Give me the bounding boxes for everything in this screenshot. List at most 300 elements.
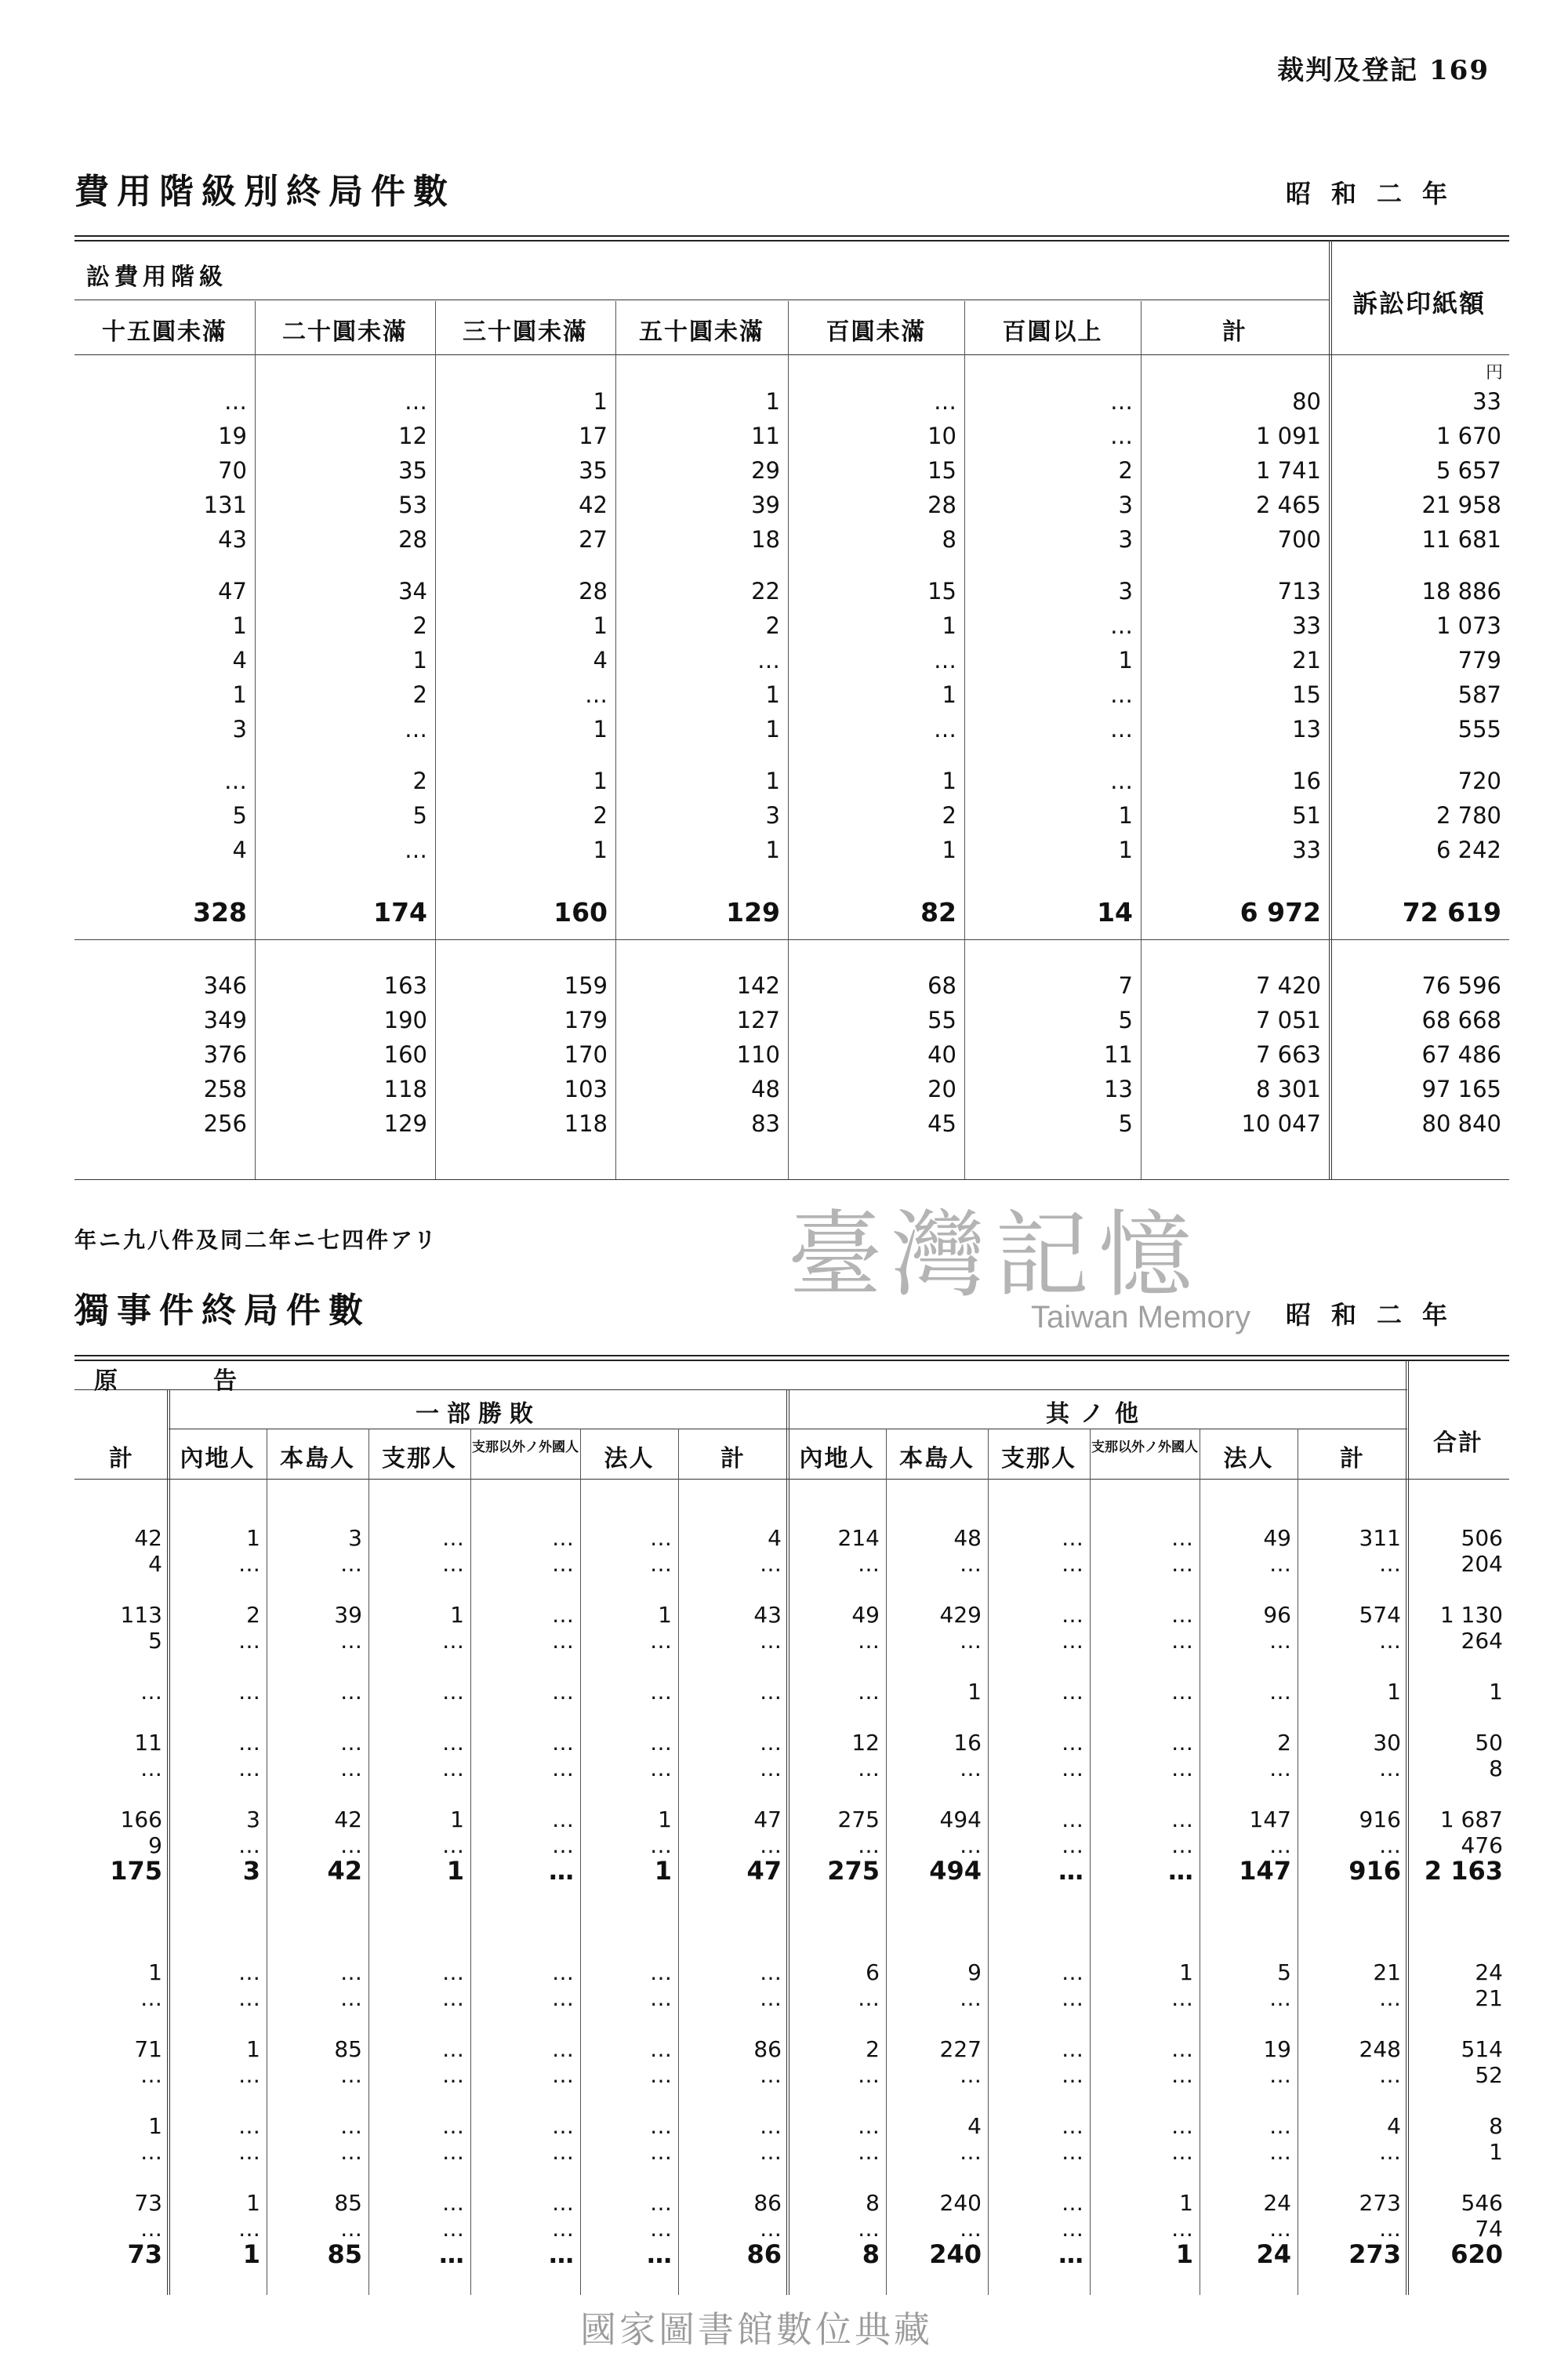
spacer-cell (470, 2165, 580, 2190)
table-cell: … (442, 1525, 464, 1551)
table-cell: … (1171, 1525, 1193, 1551)
table-cell: … (442, 2113, 464, 2139)
table-cell: … (1269, 1985, 1291, 2011)
table-cell: 8 301 (1255, 1076, 1321, 1102)
spacer-cell (1407, 2088, 1509, 2113)
table-cell: … (442, 1756, 464, 1781)
table-row (74, 2216, 1509, 2242)
spacer-cell (615, 557, 788, 574)
table-cell: … (442, 1730, 464, 1756)
table-cell: 73 (127, 2239, 162, 2269)
table-cell: 4 (232, 837, 247, 863)
spacer-cell (988, 2088, 1090, 2113)
table-cell: 13 (1104, 1076, 1133, 1102)
spacer-cell (988, 1909, 1090, 1934)
table-cell: 42 (579, 492, 608, 518)
spacer-cell (435, 867, 615, 884)
table-row (74, 1072, 1509, 1106)
spacer-cell (1298, 1577, 1407, 1602)
table-cell: 1 (412, 647, 427, 674)
table-cell: 3 (232, 716, 247, 743)
table-cell: 163 (383, 972, 427, 999)
spacer-cell (1200, 1909, 1298, 1934)
spacer-cell (435, 557, 615, 574)
spacer-cell (1407, 1934, 1509, 1959)
table-row (74, 419, 1509, 453)
table-cell: … (340, 1679, 362, 1705)
table-cell: 159 (564, 972, 608, 999)
table-cell: 131 (203, 492, 247, 518)
spacer-cell (368, 2165, 470, 2190)
table-cell: … (1269, 1628, 1291, 1654)
row-spacer (74, 1577, 1509, 1602)
spacer-cell (1200, 2011, 1298, 2036)
table-cell: … (340, 2113, 362, 2139)
table-cell: … (552, 1730, 574, 1756)
spacer-cell (886, 2088, 988, 2113)
spacer-cell (788, 1884, 886, 1909)
table-cell: 779 (1457, 647, 1501, 674)
spacer-cell (74, 1705, 169, 1730)
table-cell: 2 (412, 768, 427, 794)
table-cell: 48 (751, 1076, 780, 1102)
table-cell: … (1379, 1551, 1401, 1577)
table-cell: 49 (1263, 1525, 1291, 1551)
table-cell: 179 (564, 1007, 608, 1033)
table-cell: … (340, 1730, 362, 1756)
table-cell: 70 (218, 457, 247, 484)
table-cell: … (340, 1985, 362, 2011)
table-cell: 346 (203, 972, 247, 999)
spacer-cell (886, 1909, 988, 1934)
table1-col-header: 三十圓未滿 (463, 318, 588, 346)
table2-col-header: 計 (720, 1445, 746, 1472)
spacer-cell (1090, 1884, 1200, 1909)
table-cell: 204 (1461, 1551, 1503, 1577)
row-spacer (74, 867, 1509, 884)
table-cell: … (442, 2062, 464, 2088)
table-cell: … (650, 2062, 672, 2088)
spacer-cell (1298, 1909, 1407, 1934)
table-cell: … (934, 647, 956, 674)
table-cell: … (960, 2062, 982, 2088)
spacer-cell (74, 1781, 169, 1807)
table-cell: 55 (927, 1007, 956, 1033)
table-cell: … (650, 1756, 672, 1781)
table-cell: 52 (1475, 2062, 1503, 2088)
table-cell: 24 (1263, 2190, 1291, 2216)
table-cell: 42 (134, 1525, 162, 1551)
table-cell: … (552, 1807, 574, 1832)
spacer-cell (470, 1909, 580, 1934)
table-cell: 33 (1472, 388, 1501, 415)
watermark-logo: 臺灣記憶 (788, 1201, 1202, 1310)
spacer-cell (74, 1654, 169, 1679)
table-cell: … (1110, 612, 1133, 639)
spacer-cell (1329, 867, 1509, 884)
table-cell: 1 (232, 681, 247, 708)
table-cell: 1 (942, 768, 956, 794)
spacer-cell (470, 1934, 580, 1959)
table-row (74, 1807, 1509, 1832)
spacer-cell (1200, 2165, 1298, 2190)
table-cell: 129 (726, 896, 780, 928)
spacer-cell (1090, 1781, 1200, 1807)
table-cell: 129 (383, 1110, 427, 1137)
table-cell: … (858, 2139, 880, 2165)
table-cell: … (760, 2139, 782, 2165)
table-cell: 6 242 (1436, 837, 1501, 863)
spacer-cell (886, 2011, 988, 2036)
table-cell: 5 (1118, 1007, 1133, 1033)
table-row (74, 453, 1509, 488)
table-cell: … (552, 1832, 574, 1858)
table-cell: 3 (242, 1856, 260, 1886)
table-cell: 8 (942, 526, 956, 553)
table-row (74, 2190, 1509, 2216)
table-cell: 1 (765, 837, 780, 863)
table-cell: 67 486 (1421, 1041, 1501, 1068)
table-cell: 514 (1461, 2036, 1503, 2062)
spacer-cell (580, 1781, 678, 1807)
table-cell: … (140, 2216, 162, 2242)
table-cell: … (1269, 2216, 1291, 2242)
table-cell: … (1110, 768, 1133, 794)
table-cell: … (442, 2139, 464, 2165)
spacer-cell (435, 746, 615, 764)
table-cell: … (858, 1832, 880, 1858)
spacer-cell (678, 1884, 788, 1909)
footer-watermark: 國家圖書館數位典藏 (580, 2308, 933, 2351)
table-cell: 24 (1475, 1959, 1503, 1985)
table-cell: 5 (232, 802, 247, 829)
table-cell: 1 (446, 1856, 464, 1886)
table-cell: … (442, 1985, 464, 2011)
table-cell: 2 (765, 612, 780, 639)
spacer-cell (580, 2011, 678, 2036)
table-cell: 21 958 (1421, 492, 1501, 518)
table2-col-header: 法人 (1223, 1445, 1274, 1472)
table-row (74, 384, 1509, 419)
table-cell: … (340, 1628, 362, 1654)
spacer-cell (368, 1577, 470, 1602)
table-cell: … (934, 716, 956, 743)
table2-body (74, 1525, 1509, 2268)
table-cell: … (1171, 2113, 1193, 2139)
spacer-cell (470, 1705, 580, 1730)
spacer-cell (1200, 1654, 1298, 1679)
spacer-cell (1407, 2011, 1509, 2036)
spacer-cell (255, 867, 435, 884)
table-cell: … (1062, 1756, 1083, 1781)
table1-group-header: 訟費用階級 (86, 263, 227, 291)
table2-partial-header: 一部勝敗 (416, 1400, 541, 1428)
table-cell: 574 (1359, 1602, 1401, 1628)
spacer-cell (1200, 1884, 1298, 1909)
table-cell: … (650, 1832, 672, 1858)
spacer-cell (1298, 2011, 1407, 2036)
table-cell: 127 (736, 1007, 780, 1033)
table-cell: 4 (1387, 2113, 1401, 2139)
table-cell: … (1062, 1959, 1083, 1985)
table1-body (74, 384, 1509, 1141)
table-cell: … (858, 1679, 880, 1705)
row-spacer (74, 1705, 1509, 1730)
table-cell: 68 (927, 972, 956, 999)
table-cell: 9 (148, 1832, 162, 1858)
table-cell: … (1062, 1679, 1083, 1705)
row-spacer (74, 1909, 1509, 1934)
spacer-cell (1298, 1781, 1407, 1807)
spacer-cell (169, 1781, 267, 1807)
table-cell: 7 (1118, 972, 1133, 999)
table-cell: 11 (1104, 1041, 1133, 1068)
table-cell: 1 (593, 716, 608, 743)
table-cell: 1 091 (1255, 423, 1321, 449)
spacer-cell (1200, 1705, 1298, 1730)
table-cell: … (858, 1628, 880, 1654)
table-cell: … (442, 2036, 464, 2062)
spacer-cell (74, 746, 255, 764)
table-row (74, 574, 1509, 608)
table-cell: 258 (203, 1076, 247, 1102)
table-cell: 142 (736, 972, 780, 999)
table-cell: 51 (1292, 802, 1321, 829)
table-cell: 3 (348, 1525, 362, 1551)
spacer-cell (788, 557, 964, 574)
spacer-cell (1407, 2165, 1509, 2190)
table-cell: 22 (751, 578, 780, 605)
spacer-cell (368, 2088, 470, 2113)
table-row (74, 2062, 1509, 2088)
table-cell: … (442, 1679, 464, 1705)
spacer-cell (615, 746, 788, 764)
table1-stamp-header: 訴訟印紙額 (1352, 289, 1486, 318)
table-row (74, 833, 1509, 867)
table-cell: 43 (218, 526, 247, 553)
table-cell: 11 (134, 1730, 162, 1756)
table-cell: … (238, 1679, 260, 1705)
table2-col-header: 內地人 (180, 1445, 256, 1472)
table-cell: … (224, 388, 247, 415)
table-cell: 2 (412, 681, 427, 708)
table-cell: … (650, 2036, 672, 2062)
spacer-cell (886, 2165, 988, 2190)
spacer-cell (678, 1934, 788, 1959)
spacer-cell (470, 1654, 580, 1679)
table-cell: 1 670 (1436, 423, 1501, 449)
table-cell: … (552, 1679, 574, 1705)
table-cell: 20 (927, 1076, 956, 1102)
table-cell: 47 (753, 1807, 782, 1832)
table-cell: 2 465 (1255, 492, 1321, 518)
row-spacer (74, 940, 1509, 969)
table-cell: 96 (1263, 1602, 1291, 1628)
table-cell: 1 (942, 681, 956, 708)
table-cell: … (760, 2062, 782, 2088)
table-cell: … (760, 1959, 782, 1985)
table-cell: 28 (398, 526, 427, 553)
table-cell: … (140, 1985, 162, 2011)
table-cell: 1 130 (1439, 1602, 1503, 1628)
table-cell: 2 (412, 612, 427, 639)
table-cell: … (238, 1730, 260, 1756)
table-cell: 35 (398, 457, 427, 484)
table-cell: … (552, 1985, 574, 2011)
table-cell: … (442, 2216, 464, 2242)
table-cell: … (238, 1832, 260, 1858)
table-cell: 19 (218, 423, 247, 449)
table-cell: 273 (1359, 2190, 1401, 2216)
table-cell: … (650, 2216, 672, 2242)
spacer-cell (988, 1654, 1090, 1679)
spacer-cell (580, 1705, 678, 1730)
table-cell: 50 (1475, 1730, 1503, 1756)
spacer-cell (788, 867, 964, 884)
table-cell: 214 (837, 1525, 880, 1551)
table-cell: 74 (1475, 2216, 1503, 2242)
table-cell: 3 (1118, 526, 1133, 553)
table-cell: … (1171, 1756, 1193, 1781)
table-cell: … (238, 1628, 260, 1654)
table1-col-header: 十五圓未滿 (102, 318, 227, 346)
spacer-cell (788, 2011, 886, 2036)
table-cell: 264 (1461, 1628, 1503, 1654)
table-cell: 39 (751, 492, 780, 518)
spacer-cell (74, 1577, 169, 1602)
table-cell: … (1171, 1730, 1193, 1756)
table-cell: … (760, 1730, 782, 1756)
table-cell: 2 (246, 1602, 260, 1628)
table-cell: 349 (203, 1007, 247, 1033)
table-cell: … (549, 2239, 574, 2269)
spacer-cell (788, 1934, 886, 1959)
spacer-cell (678, 2165, 788, 2190)
table-cell: 9 (967, 1959, 982, 1985)
table-cell: 43 (753, 1602, 782, 1628)
table-cell: … (1171, 1679, 1193, 1705)
table-cell: 8 (862, 2239, 880, 2269)
table-cell: … (760, 1832, 782, 1858)
table-cell: … (858, 1756, 880, 1781)
table-cell: … (760, 2113, 782, 2139)
spacer-cell (74, 940, 255, 969)
table-cell: 1 (654, 1856, 672, 1886)
spacer-cell (580, 1884, 678, 1909)
table-cell: … (934, 388, 956, 415)
spacer-cell (788, 1705, 886, 1730)
table-cell: … (552, 2062, 574, 2088)
table2-col-header: 支那以外ノ外國人 (1091, 1440, 1198, 1455)
table2-col-header: 支那人 (1001, 1445, 1076, 1472)
spacer-cell (470, 2088, 580, 2113)
table-cell: 1 (246, 1525, 260, 1551)
table-cell: … (760, 1551, 782, 1577)
table-cell: 5 (1277, 1959, 1291, 1985)
table-cell: 2 (1118, 457, 1133, 484)
table-cell: … (340, 1551, 362, 1577)
spacer-cell (267, 1577, 368, 1602)
table-cell: … (1171, 2139, 1193, 2165)
table-cell: … (650, 1959, 672, 1985)
spacer-cell (169, 1654, 267, 1679)
spacer-cell (255, 940, 435, 969)
table-cell: 713 (1277, 578, 1321, 605)
table-cell: 7 420 (1255, 972, 1321, 999)
table-cell: 30 (1373, 1730, 1401, 1756)
table-cell: 376 (203, 1041, 247, 1068)
table-cell: 916 (1359, 1807, 1401, 1832)
table-cell: 1 (593, 388, 608, 415)
spacer-cell (267, 2088, 368, 2113)
table-cell: 174 (373, 896, 427, 928)
table-cell: 53 (398, 492, 427, 518)
total-row (74, 2242, 1509, 2268)
spacer-cell (1090, 1654, 1200, 1679)
table-cell: … (405, 716, 427, 743)
table-cell: 21 (1292, 647, 1321, 674)
table-cell: … (960, 2216, 982, 2242)
table-cell: … (442, 1628, 464, 1654)
table-cell: 275 (837, 1807, 880, 1832)
table-cell: 68 668 (1421, 1007, 1501, 1033)
table-cell: … (442, 1959, 464, 1985)
total-row (74, 1858, 1509, 1884)
table-cell: 39 (334, 1602, 362, 1628)
table-cell: 24 (1256, 2239, 1291, 2269)
table-cell: … (552, 1628, 574, 1654)
table-cell: 1 (1489, 2139, 1503, 2165)
table-cell: 45 (927, 1110, 956, 1137)
table-cell: … (1062, 1985, 1083, 2011)
table-cell: … (650, 2113, 672, 2139)
table-cell: 1 (232, 612, 247, 639)
table-cell: … (1168, 1856, 1193, 1886)
table-cell: 2 (593, 802, 608, 829)
table-cell: … (1379, 2139, 1401, 2165)
table-row (74, 798, 1509, 833)
table-cell: … (1379, 1985, 1401, 2011)
table2-col-header: 內地人 (799, 1445, 875, 1472)
table-cell: … (1171, 1832, 1193, 1858)
spacer-cell (267, 1884, 368, 1909)
spacer-cell (988, 2011, 1090, 2036)
table-cell: 34 (398, 578, 427, 605)
table-cell: … (960, 1551, 982, 1577)
table-cell: 170 (564, 1041, 608, 1068)
table-cell: … (1379, 2062, 1401, 2088)
spacer-cell (1407, 1577, 1509, 1602)
table-cell: 1 (1489, 1679, 1503, 1705)
table-cell: … (960, 1832, 982, 1858)
total-row (74, 884, 1509, 940)
table-row (74, 1602, 1509, 1628)
table-row (74, 522, 1509, 557)
table-cell: … (1062, 2062, 1083, 2088)
spacer-cell (988, 1884, 1090, 1909)
table-cell: 1 (658, 1807, 672, 1832)
table-row (74, 712, 1509, 746)
table-cell: 1 (148, 1959, 162, 1985)
table-cell: 1 (765, 768, 780, 794)
spacer-cell (74, 2165, 169, 2190)
table-cell: 720 (1457, 768, 1501, 794)
table-cell: 12 (398, 423, 427, 449)
table-cell: 1 (450, 1807, 464, 1832)
table-cell: 476 (1461, 1832, 1503, 1858)
table-cell: 21 (1373, 1959, 1401, 1985)
table-cell: … (1062, 1730, 1083, 1756)
